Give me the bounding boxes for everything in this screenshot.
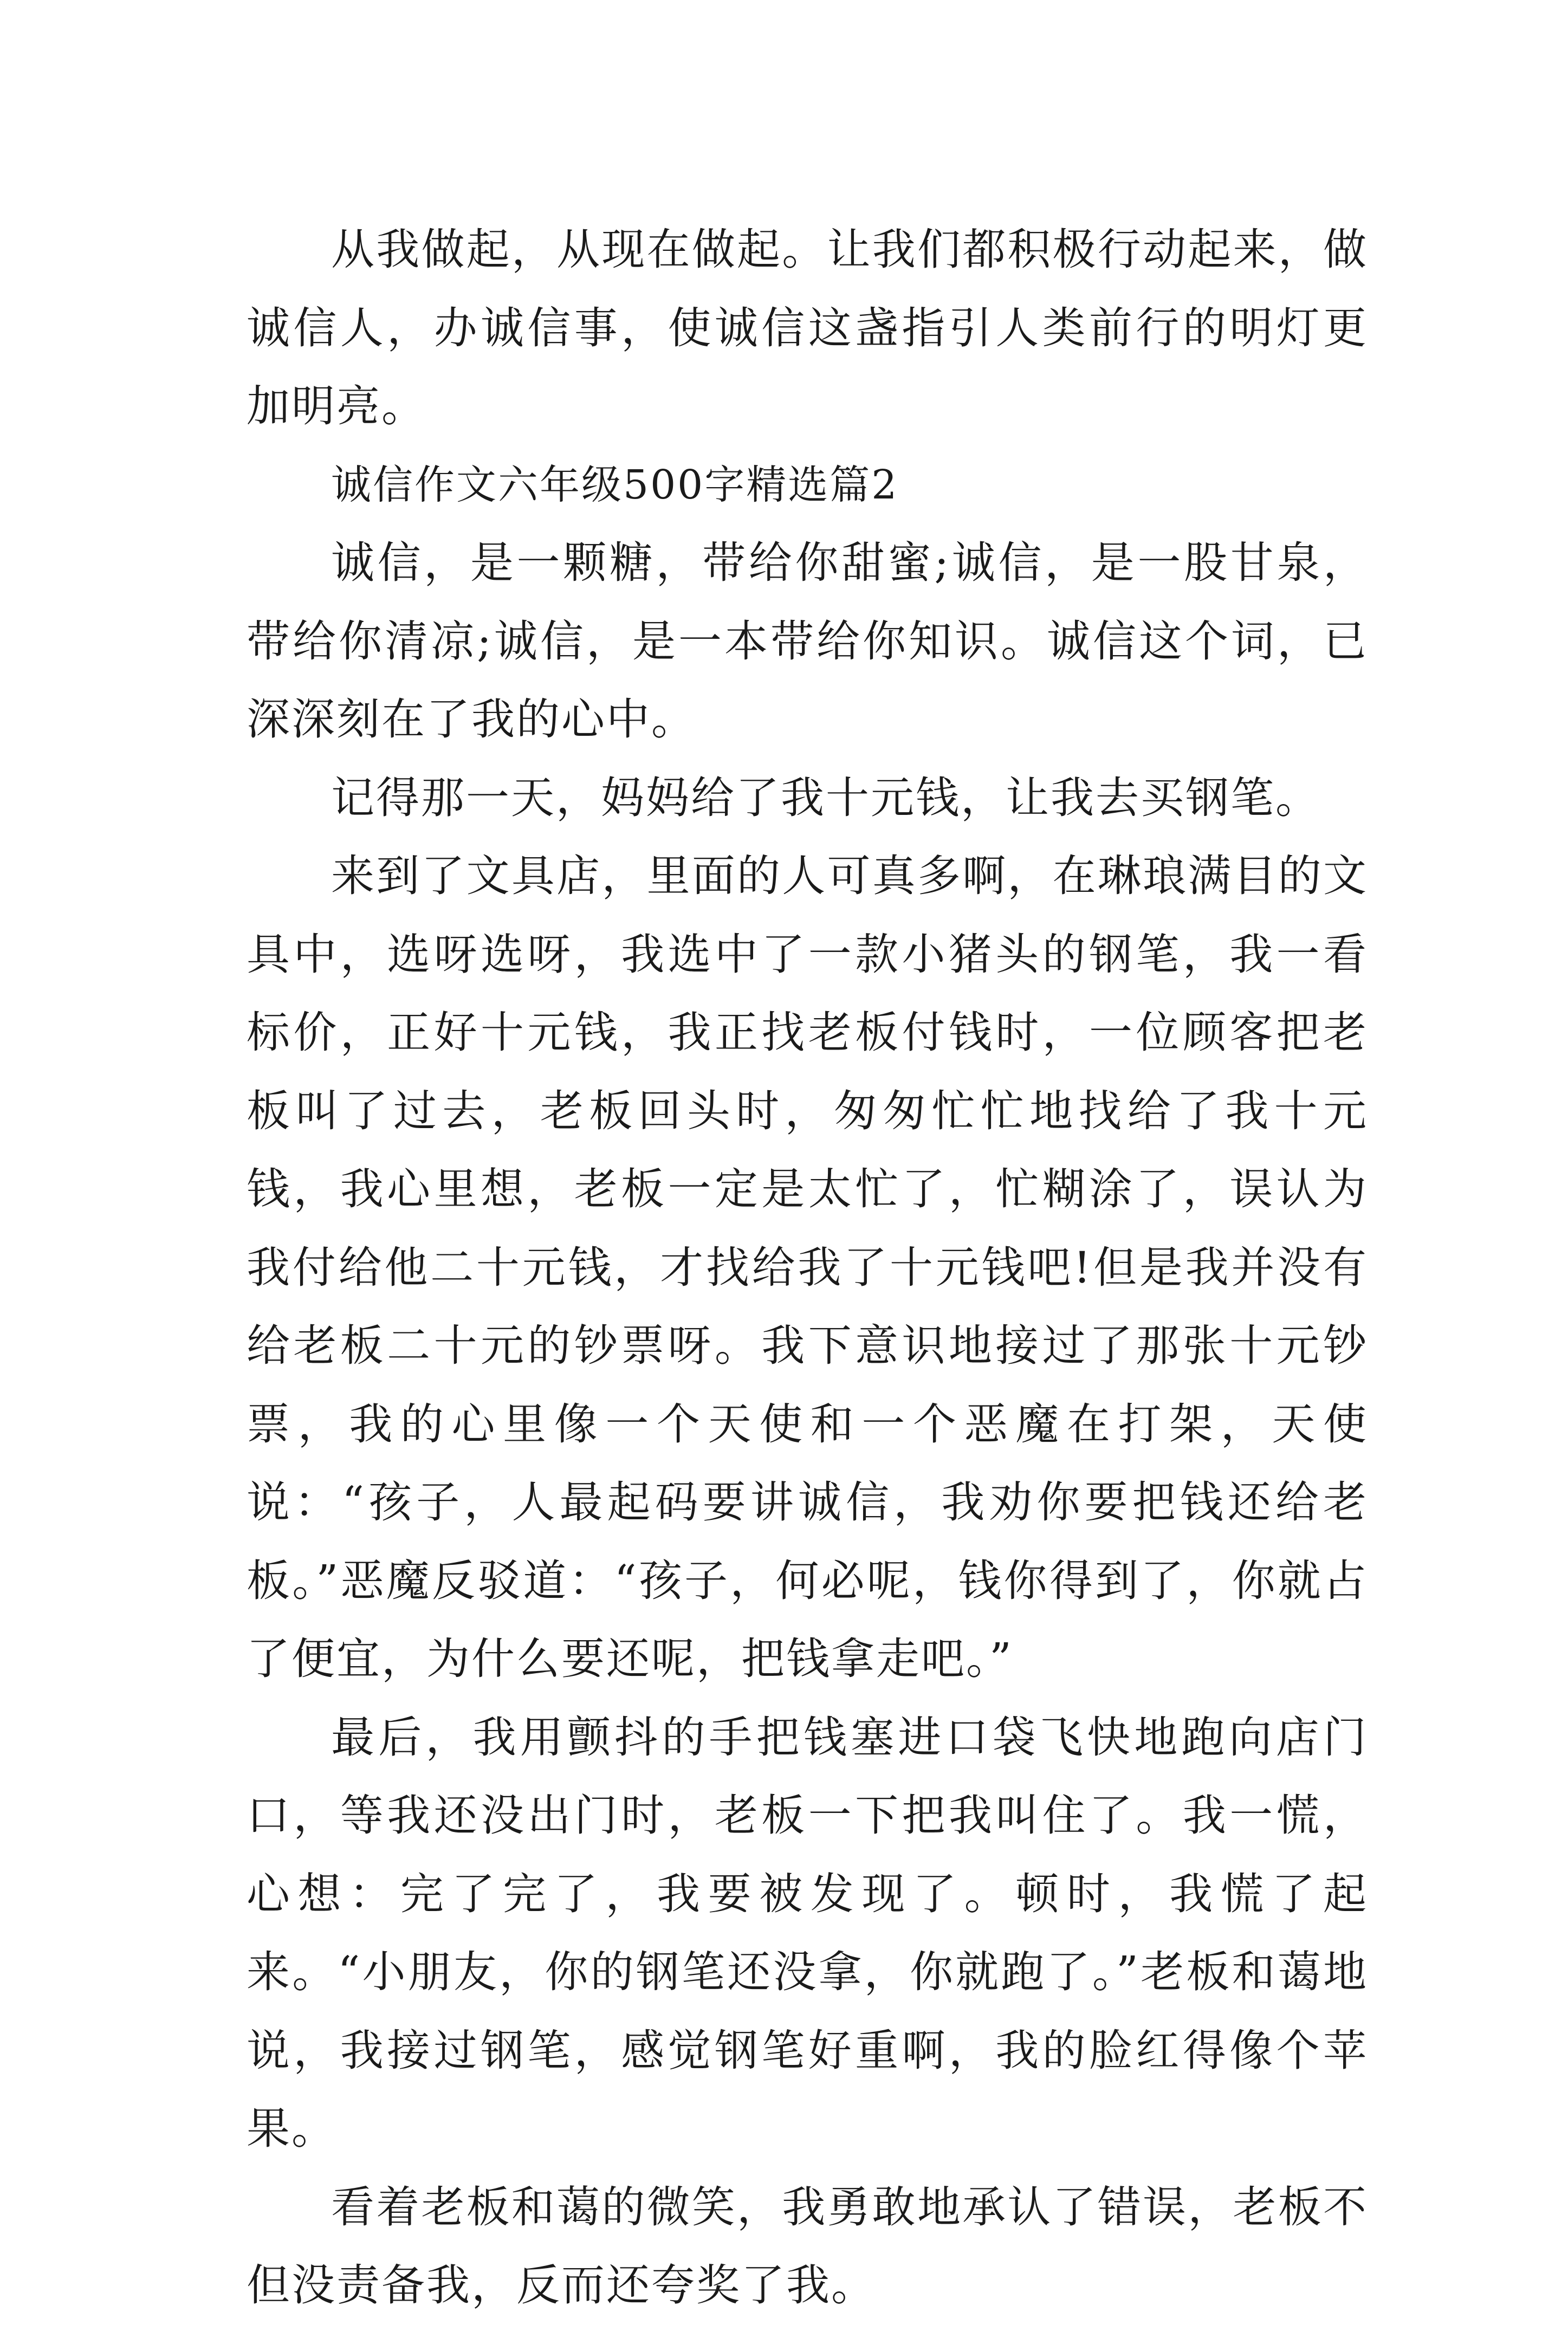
paragraph-5: 最后，我用颤抖的手把钱塞进口袋飞快地跑向店门口，等我还没出门时，老板一下把我叫住了。我一慌，心想：完了完了，我要被发现了。顿时，我慌了起来。“小朋友，你的钢笔还没拿，你就跑了。”老板和蔼地说，我接过钢笔，感觉钢笔好重啊，我的脸红得像个苹果。 [247,1712,1368,2154]
paragraph-4: 来到了文具店，里面的人可真多啊，在琳琅满目的文具中，选呀选呀，我选中了一款小猪头的钢笔，我一看标价，正好十元钱，我正找老板付钱时，一位顾客把老板叫了过去，老板回头时，匆匆忙忙地找给了我十元钱，我心里想，老板一定是太忙了，忙糊涂了，误认为我付给他二十元钱，才找给我了十元钱吧!但是我并没有给老板二十元的钞票呀。我下意识地接过了那张十元钞票，我的心里像一个天使和一个恶魔在打架，天使说：“孩子，人最起码要讲诚信，我劝你要把钱还给老板。”恶魔反驳道：“孩子，何必呢，钱你得到了，你就占了便宜，为什么要还呢，把钱拿走吧。” [247,851,1368,1684]
paragraph-2: 诚信，是一颗糖，带给你甜蜜;诚信，是一股甘泉，带给你清凉;诚信，是一本带给你知识。诚信这个词，已深深刻在了我的心中。 [247,537,1368,744]
section-heading: 诚信作文六年级500字精选篇2 [331,461,899,508]
paragraph-6: 看着老板和蔼的微笑，我勇敢地承认了错误，老板不但没责备我，反而还夸奖了我。 [247,2181,1368,2310]
paragraph-3: 记得那一天，妈妈给了我十元钱，让我去买钢笔。 [331,772,1320,823]
paragraph-1: 从我做起，从现在做起。让我们都积极行动起来，做诚信人，办诚信事，使诚信这盏指引人类前行的明灯更加明亮。 [247,224,1368,431]
document-body [247,211,1368,2325]
